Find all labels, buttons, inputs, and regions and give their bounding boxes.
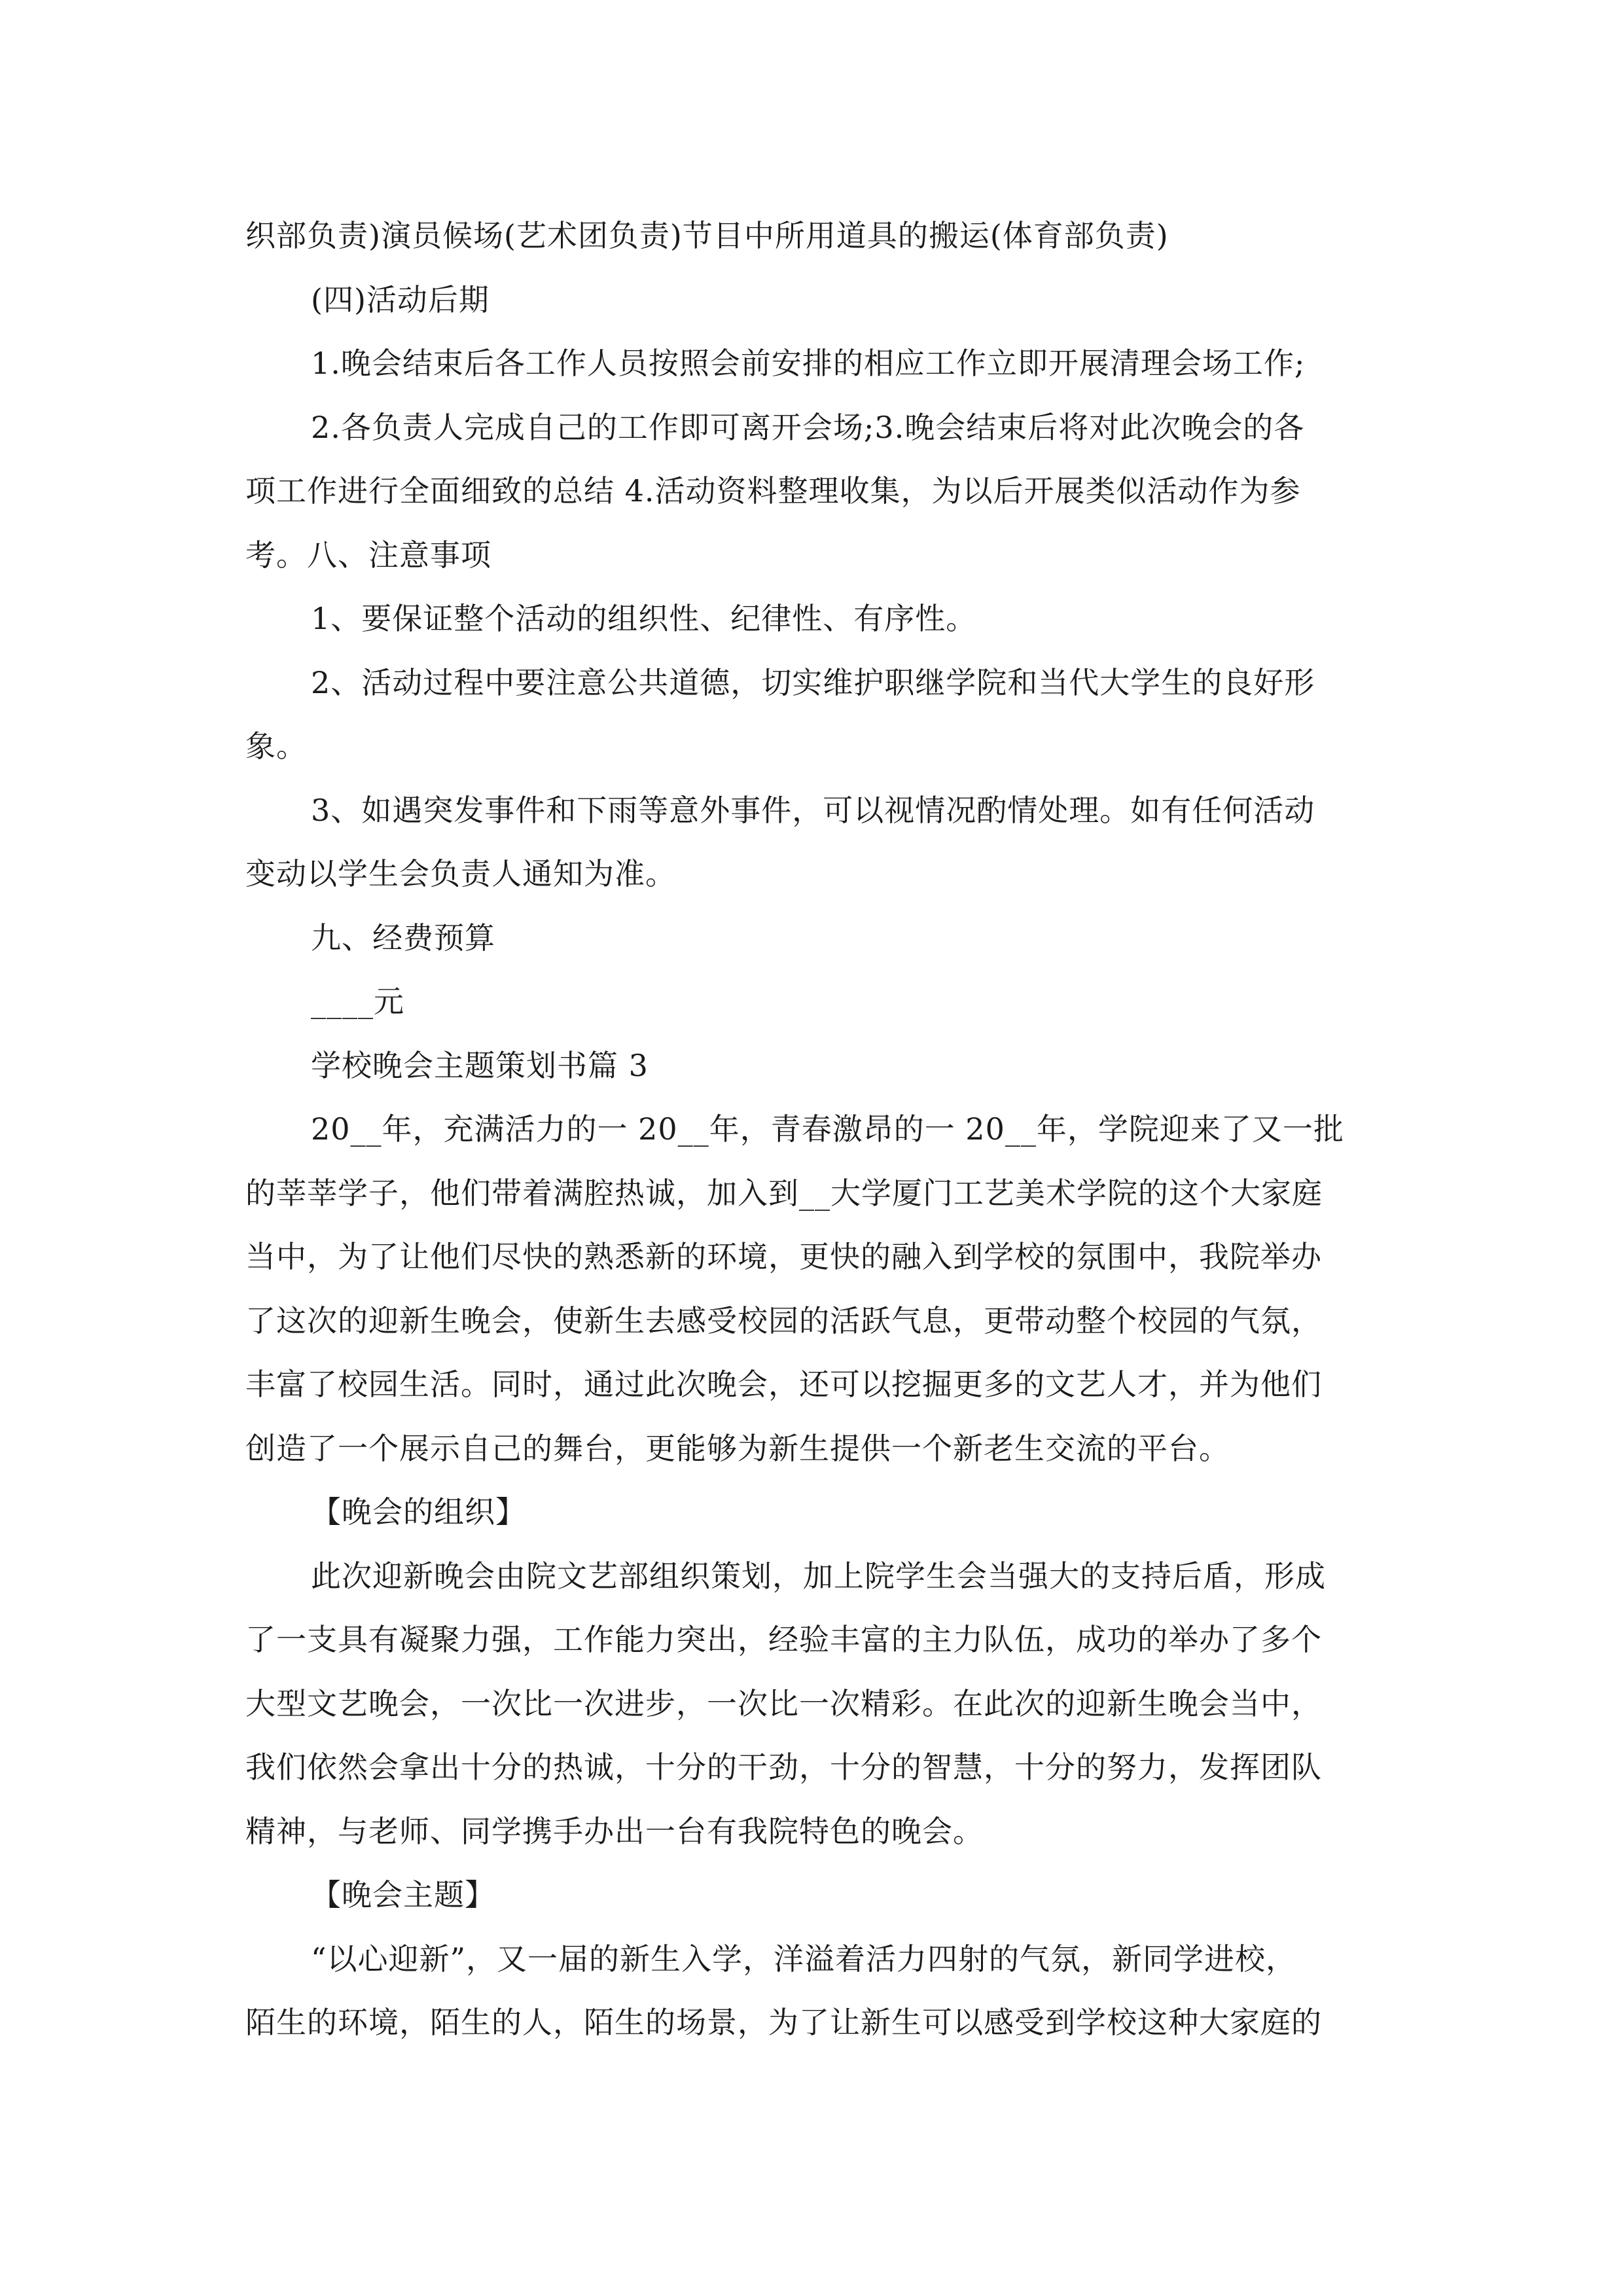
text-line: 项工作进行全面细致的总结 4.活动资料整理收集，为以后开展类似活动作为参 (245, 473, 1301, 509)
section-heading: 【晚会主题】 (311, 1877, 495, 1912)
text-line: 织部负责)演员候场(艺术团负责)节目中所用道具的搬运(体育部负责) (245, 218, 1169, 253)
text-line: 了一支具有凝聚力强，工作能力突出，经验丰富的主力队伍，成功的举办了多个 (245, 1622, 1322, 1657)
text-line: 大型文艺晚会，一次比一次进步，一次比一次精彩。在此次的迎新生晚会当中， (245, 1685, 1322, 1721)
text-line: ____元 (311, 984, 404, 1019)
document-body (245, 204, 1382, 2055)
text-line: 此次迎新晚会由院文艺部组织策划，加上院学生会当强大的支持后盾，形成 (311, 1558, 1326, 1594)
text-line: 丰富了校园生活。同时，通过此次晚会，还可以挖掘更多的文艺人才，并为他们 (245, 1367, 1322, 1402)
text-line: 当中，为了让他们尽快的熟悉新的环境，更快的融入到学校的氛围中，我院举办 (245, 1239, 1322, 1274)
text-line: 的莘莘学子，他们带着满腔热诚，加入到__大学厦门工艺美术学院的这个大家庭 (245, 1175, 1323, 1211)
text-line: 3、如遇突发事件和下雨等意外事件，可以视情况酌情处理。如有任何活动 (311, 792, 1315, 828)
article-title: 学校晚会主题策划书篇 3 (311, 1047, 649, 1083)
text-line: 变动以学生会负责人通知为准。 (245, 856, 676, 891)
text-line: 1、要保证整个活动的组织性、纪律性、有序性。 (311, 601, 977, 636)
text-line: 20__年，充满活力的一 20__年，青春激昂的一 20__年，学院迎来了又一批 (311, 1111, 1344, 1147)
text-line: “以心迎新”，又一届的新生入学，洋溢着活力四射的气氛，新同学进校， (311, 1941, 1297, 1977)
text-line: 创造了一个展示自己的舞台，更能够为新生提供一个新老生交流的平台。 (245, 1430, 1230, 1466)
section-heading: 【晚会的组织】 (311, 1494, 526, 1530)
text-line: 我们依然会拿出十分的热诚，十分的干劲，十分的智慧，十分的努力，发挥团队 (245, 1749, 1322, 1785)
text-line: 了这次的迎新生晚会，使新生去感受校园的活跃气息，更带动整个校园的气氛， (245, 1302, 1322, 1338)
text-line: 陌生的环境，陌生的人，陌生的场景，为了让新生可以感受到学校这种大家庭的 (245, 2005, 1322, 2040)
text-line: 2.各负责人完成自己的工作即可离开会场;3.晚会结束后将对此次晚会的各 (311, 409, 1305, 445)
text-line: 1.晚会结束后各工作人员按照会前安排的相应工作立即开展清理会场工作; (311, 346, 1306, 381)
section-heading: 九、经费预算 (311, 920, 495, 956)
text-line: 考。八、注意事项 (245, 537, 491, 573)
text-line: 2、活动过程中要注意公共道德，切实维护职继学院和当代大学生的良好形 (311, 664, 1315, 700)
text-line: (四)活动后期 (311, 281, 490, 317)
text-line: 象。 (245, 728, 307, 764)
text-line: 精神，与老师、同学携手办出一台有我院特色的晚会。 (245, 1813, 984, 1849)
